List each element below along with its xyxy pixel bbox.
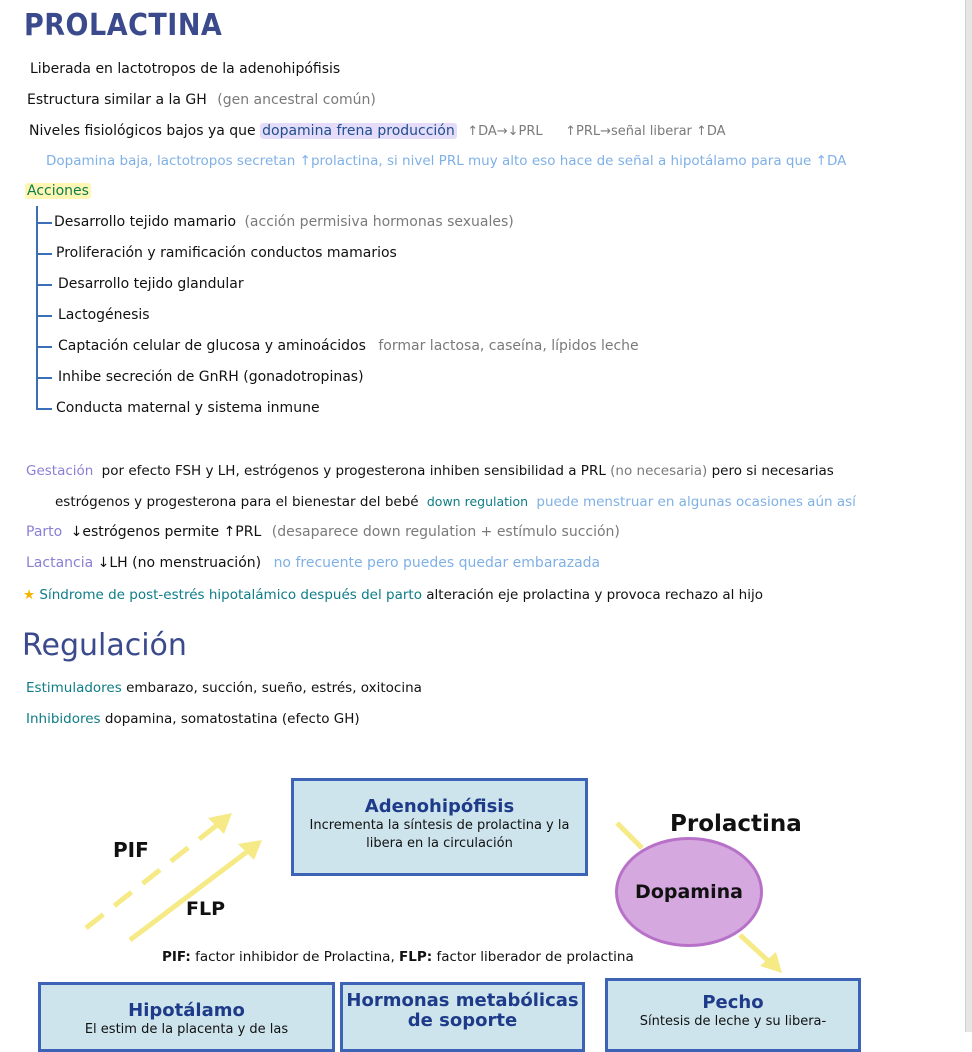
accion-item-note: (acción permisiva hormonas sexuales): [244, 214, 514, 230]
flp-label: FLP: [186, 898, 226, 920]
legend-pif-text: factor inhibidor de Prolactina,: [195, 949, 395, 965]
sindrome-label: Síndrome de post-estrés hipotalámico después del parto: [39, 587, 422, 603]
hipotalamo-text: El estim de la placenta y de las: [84, 1022, 289, 1037]
accion-item-text: Desarrollo tejido glandular: [58, 276, 244, 292]
accion-item-text: Proliferación y ramificación conductos mamarios: [56, 245, 397, 261]
sindrome-text: alteración eje prolactina y provoca rechazo al hijo: [426, 587, 763, 603]
lactancia-label: Lactancia: [26, 555, 94, 571]
pecho-text: Síntesis de leche y su libera-: [639, 1014, 827, 1029]
star-icon: ★: [23, 587, 36, 603]
estimuladores-text: embarazo, succión, sueño, estrés, oxitocina: [126, 680, 422, 696]
accion-item-text: Inhibe secreción de GnRH (gonadotropinas): [58, 369, 364, 385]
regulacion-heading: Regulación: [22, 628, 187, 663]
gestacion-label: Gestación: [26, 463, 94, 479]
accion-item-note: formar lactosa, caseína, lípidos leche: [378, 338, 639, 354]
pecho-box: [605, 978, 861, 1052]
intro-line-3-note-1: ↑DA→↓PRL: [467, 124, 543, 139]
parto-text: ↓estrógenos permite ↑PRL: [70, 524, 262, 540]
gestacion-text-2: pero si necesarias: [711, 463, 834, 479]
gestacion-note-2: puede menstruar en algunas ocasiones aún así: [536, 494, 856, 510]
parto-label: Parto: [26, 524, 63, 540]
page-title: PROLACTINA: [24, 8, 223, 43]
lactancia-note: no frecuente pero puedes quedar embarazada: [273, 555, 601, 571]
intro-line-3-highlight: dopamina frena producción: [262, 123, 455, 139]
adenohipofisis-text-1: Incrementa la síntesis de prolactina y la: [309, 818, 570, 833]
intro-line-1: Liberada en lactotropos de la adenohipófisis: [30, 61, 341, 77]
intro-line-2-main: Estructura similar a la GH: [27, 92, 207, 108]
pecho-title: Pecho: [702, 992, 764, 1013]
hipotalamo-box: [38, 982, 335, 1052]
dopamina-ellipse: Dopamina: [615, 837, 763, 947]
hormonas-box: [340, 982, 585, 1052]
legend-flp-text: factor liberador de prolactina: [436, 949, 634, 965]
parto-note: (desaparece down regulation + estímulo succión): [271, 524, 620, 540]
adenohipofisis-box: [291, 778, 588, 876]
intro-line-4: Dopamina baja, lactotropos secretan ↑prolactina, si nivel PRL muy alto eso hace de señal a hipotálamo para que ↑DA: [46, 153, 847, 169]
inhibidores-text: dopamina, somatostatina (efecto GH): [104, 711, 360, 727]
inhibidores-label: Inhibidores: [26, 711, 101, 727]
flp-arrow: [130, 845, 256, 940]
legend-flp-abbr: FLP:: [399, 949, 433, 965]
prolactina-label: Prolactina: [670, 811, 802, 837]
hormonas-title-1: Hormonas metabólicas: [346, 990, 579, 1011]
accion-item-text: Lactogénesis: [58, 307, 150, 323]
gestacion-term: down regulation: [426, 494, 529, 509]
gestacion-text-3: estrógenos y progesterona para el bienestar del bebé: [55, 494, 419, 510]
gestacion-text-1: por efecto FSH y LH, estrógenos y progesterona inhiben sensibilidad a PRL: [101, 463, 606, 479]
accion-item-text: Captación celular de glucosa y aminoácidos: [58, 338, 366, 354]
diagram-legend: [162, 948, 634, 966]
prolactina-arrow: [617, 823, 642, 848]
accion-item-text: Conducta maternal y sistema inmune: [56, 400, 320, 416]
acciones-heading-label: Acciones: [27, 183, 89, 199]
hormonas-title-2: de soporte: [407, 1010, 518, 1031]
lactancia-text: ↓LH (no menstruación): [97, 555, 262, 571]
accion-item-text: Desarrollo tejido mamario: [54, 214, 237, 230]
intro-line-2-note: (gen ancestral común): [217, 92, 376, 108]
estimuladores-label: Estimuladores: [26, 680, 122, 696]
adenohipofisis-title: Adenohipófisis: [364, 796, 515, 817]
adenohipofisis-text-2: libera en la circulación: [366, 836, 513, 851]
intro-line-3-main: Niveles fisiológicos bajos ya que: [29, 123, 256, 139]
legend-pif-abbr: PIF:: [162, 949, 191, 965]
hipotalamo-title: Hipotálamo: [128, 1000, 245, 1021]
scrollbar-edge[interactable]: [965, 0, 972, 1032]
pif-label: PIF: [113, 838, 149, 862]
intro-line-3-note-2: ↑PRL→señal liberar ↑DA: [565, 124, 726, 139]
gestacion-note-1: (no necesaria): [610, 463, 708, 479]
